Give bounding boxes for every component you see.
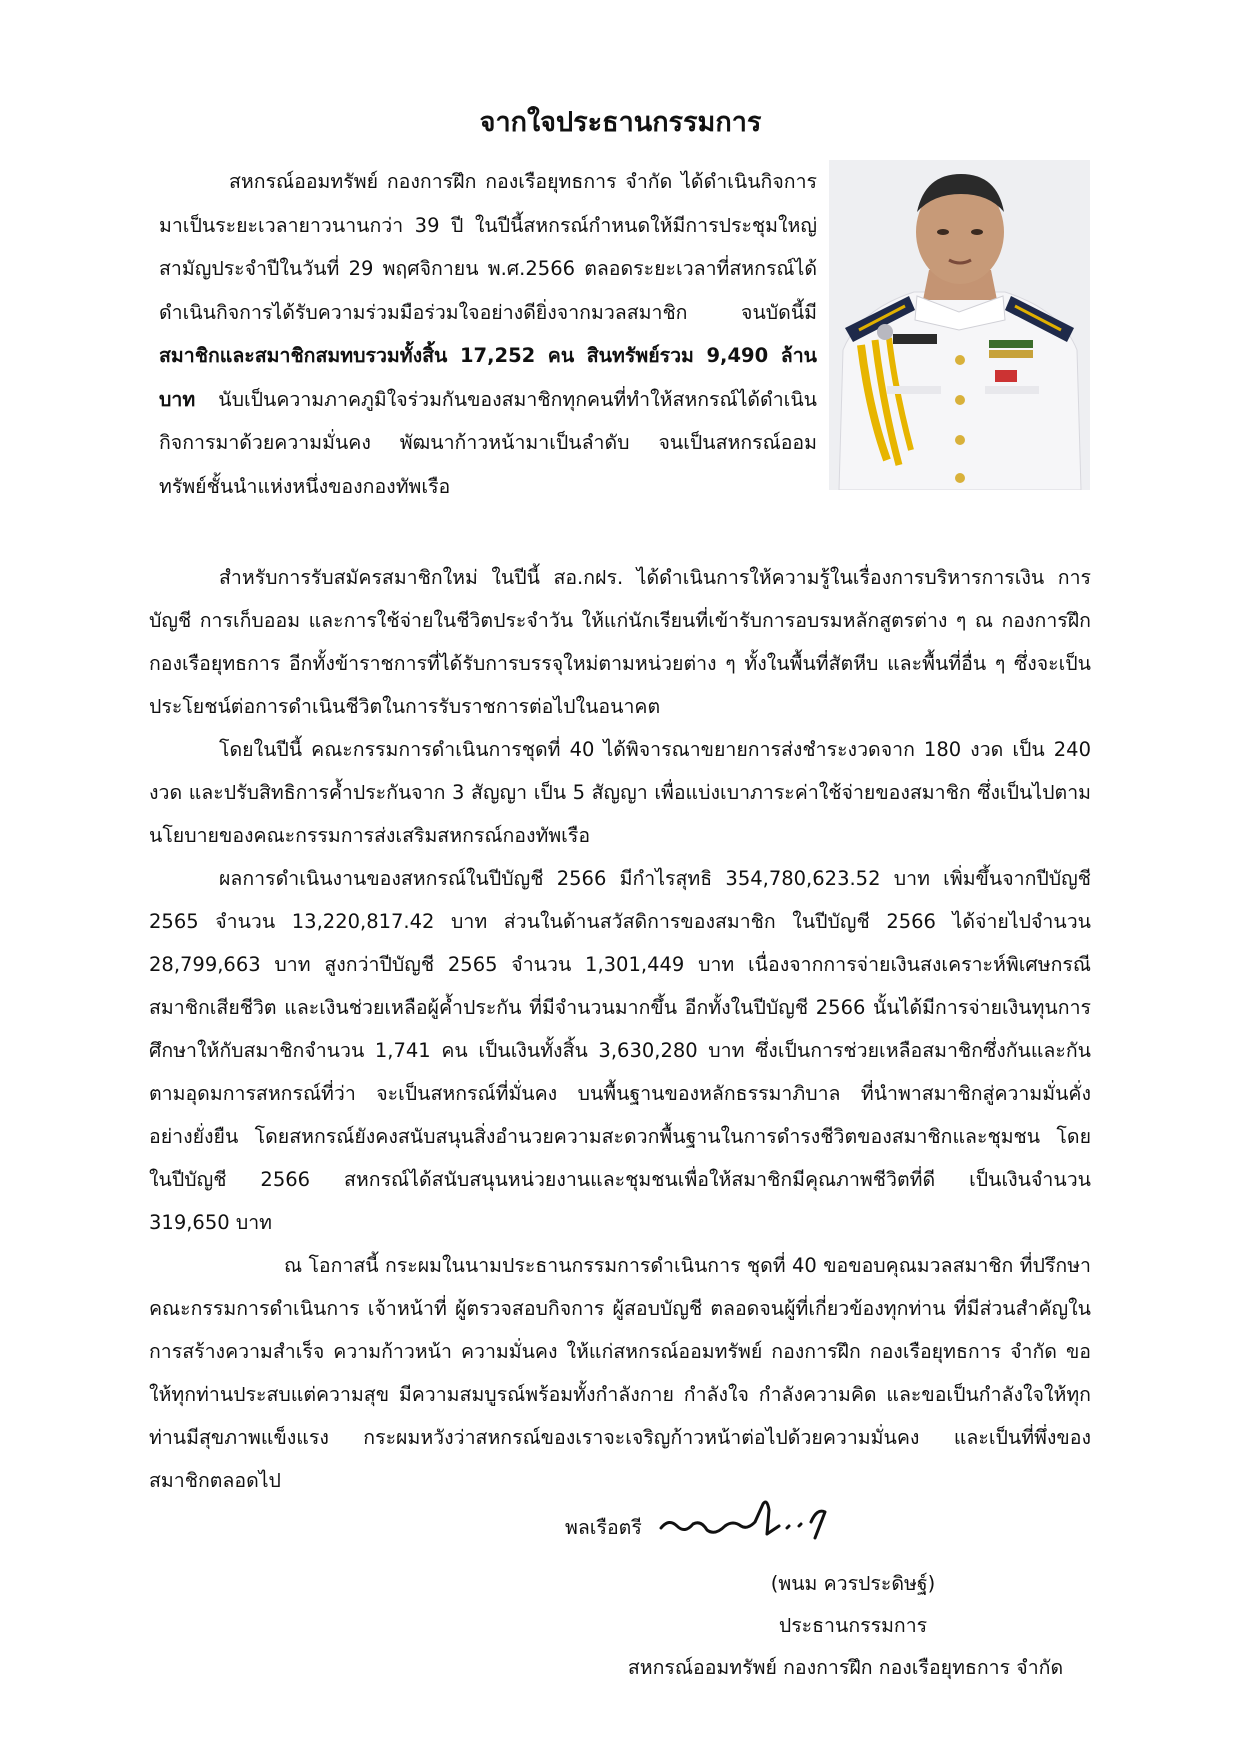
intro-text-a: สหกรณ์ออมทรัพย์ กองการฝึก กองเรือยุทธการ จำกัด ได้ดำเนินกิจการมาเป็นระยะเวลายาวนานกว่า 39 ปี ในปีนี้สหกรณ์กำหนดให้มีการประชุมใหญ่สามัญประจำปีในวันที่ 29 พฤศจิกายน พ.ศ.2566 ตลอดระยะเวลาที่สหกรณ์ได้ดำเนินกิจการได้รับความร่วมมือร่วมใจอย่างดียิ่งจากมวลสมาชิก จนบัดนี้มี [159,170,817,324]
handwritten-signature-icon [655,1490,855,1550]
paragraph-results: ผลการดำเนินงานของสหกรณ์ในปีบัญชี 2566 มีกำไรสุทธิ 354,780,623.52 บาท เพิ่มขึ้นจากปีบัญชี 2565 จำนวน 13,220,817.42 บาท ส่วนในด้านสวัสดิการของสมาชิก ในปีบัญชี 2566 ได้จ่ายไปจำนวน 28,799,663 บาท สูงกว่าปีบัญชี 2565 จำนวน 1,301,449 บาท เนื่องจากการจ่ายเงินสงเคราะห์พิเศษกรณีสมาชิกเสียชีวิต และเงินช่วยเหลือผู้ค้ำประกัน ที่มีจำนวนมากขึ้น อีกทั้งในปีบัญชี 2566 นั้นได้มีการจ่ายเงินทุนการศึกษาให้กับสมาชิกจำนวน 1,741 คน เป็นเงินทั้งสิ้น 3,630,280 บาท ซึ่งเป็นการช่วยเหลือสมาชิกซึ่งกันและกันตามอุดมการสหกรณ์ที่ว่า จะเป็นสหกรณ์ที่มั่นคง บนพื้นฐานของหลักธรรมาภิบาล ที่นำพาสมาชิกสู่ความมั่นคั่งอย่างยั่งยืน โดยสหกรณ์ยังคงสนับสนุนสิ่งอำนวยความสะดวกพื้นฐานในการดำรงชีวิตของสมาชิกและชุมชน โดยในปีบัญชี 2566 สหกรณ์ได้สนับสนุนหน่วยงานและชุมชนเพื่อให้สมาชิกมีคุณภาพชีวิตที่ดี เป็นเงินจำนวน 319,650 บาท [149,867,1091,1234]
intro-bold-stats: สมาชิกและสมาชิกสมทบรวมทั้งสิ้น 17,252 คน สินทรัพย์รวม 9,490 ล้านบาท [159,344,817,411]
intro-text-b: นับเป็นความภาคภูมิใจร่วมกันของสมาชิกทุกคนที่ทำให้สหกรณ์ได้ดำเนินกิจการมาด้วยความมั่นคง พัฒนาก้าวหน้ามาเป็นลำดับ จนเป็นสหกรณ์ออมทรัพย์ชั้นนำแห่งหนึ่งของกองทัพเรือ [159,387,817,498]
signature-rank: พลเรือตรี [565,1516,642,1539]
letter-body [149,556,1091,1502]
signature-position: ประธานกรรมการ [778,1614,928,1637]
signature-name: (พนม ควรประดิษฐ์) [770,1572,936,1595]
paragraph-thanks: ณ โอกาสนี้ กระผมในนามประธานกรรมการดำเนินการ ชุดที่ 40 ขอขอบคุณมวลสมาชิก ที่ปรึกษา คณะกรรมการดำเนินการ เจ้าหน้าที่ ผู้ตรวจสอบกิจการ ผู้สอบบัญชี ตลอดจนผู้ที่เกี่ยวข้องทุกท่าน ที่มีส่วนสำคัญในการสร้างความสำเร็จ ความก้าวหน้า ความมั่นคง ให้แก่สหกรณ์ออมทรัพย์ กองการฝึก กองเรือยุทธการ จำกัด ขอให้ทุกท่านประสบแต่ความสุข มีความสมบูรณ์พร้อมทั้งกำลังกาย กำลังใจ กำลังความคิด และขอเป็นกำลังใจให้ทุกท่านมีสุขภาพแข็งแรง กระผมหวังว่าสหกรณ์ของเราจะเจริญก้าวหน้าต่อไปด้วยความมั่นคง และเป็นที่พึ่งของสมาชิกตลอดไป [149,1254,1091,1492]
paragraph-recruitment: สำหรับการรับสมัครสมาชิกใหม่ ในปีนี้ สอ.กฝร. ได้ดำเนินการให้ความรู้ในเรื่องการบริหารการเงิน การบัญชี การเก็บออม และการใช้จ่ายในชีวิตประจำวัน ให้แก่นักเรียนที่เข้ารับการอบรมหลักสูตรต่าง ๆ ณ กองการฝึก กองเรือยุทธการ อีกทั้งข้าราชการที่ได้รับการบรรจุใหม่ตามหน่วยต่าง ๆ ทั้งในพื้นที่สัตหีบ และพื้นที่อื่น ๆ ซึ่งจะเป็นประโยชน์ต่อการดำเนินชีวิตในการรับราชการต่อไปในอนาคต [149,566,1091,718]
portrait-illustration [829,160,1090,490]
chairman-portrait [829,160,1090,490]
intro-paragraph [159,160,817,508]
page-title: จากใจประธานกรรมการ [479,107,762,138]
paragraph-policy: โดยในปีนี้ คณะกรรมการดำเนินการชุดที่ 40 ได้พิจารณาขยายการส่งชำระงวดจาก 180 งวด เป็น 240 งวด และปรับสิทธิการค้ำประกันจาก 3 สัญญา เป็น 5 สัญญา เพื่อแบ่งเบาภาระค่าใช้จ่ายของสมาชิก ซึ่งเป็นไปตามนโยบายของคณะกรรมการส่งเสริมสหกรณ์กองทัพเรือ [149,738,1091,847]
signature-organization: สหกรณ์ออมทรัพย์ กองการฝึก กองเรือยุทธการ จำกัด [627,1656,1064,1679]
